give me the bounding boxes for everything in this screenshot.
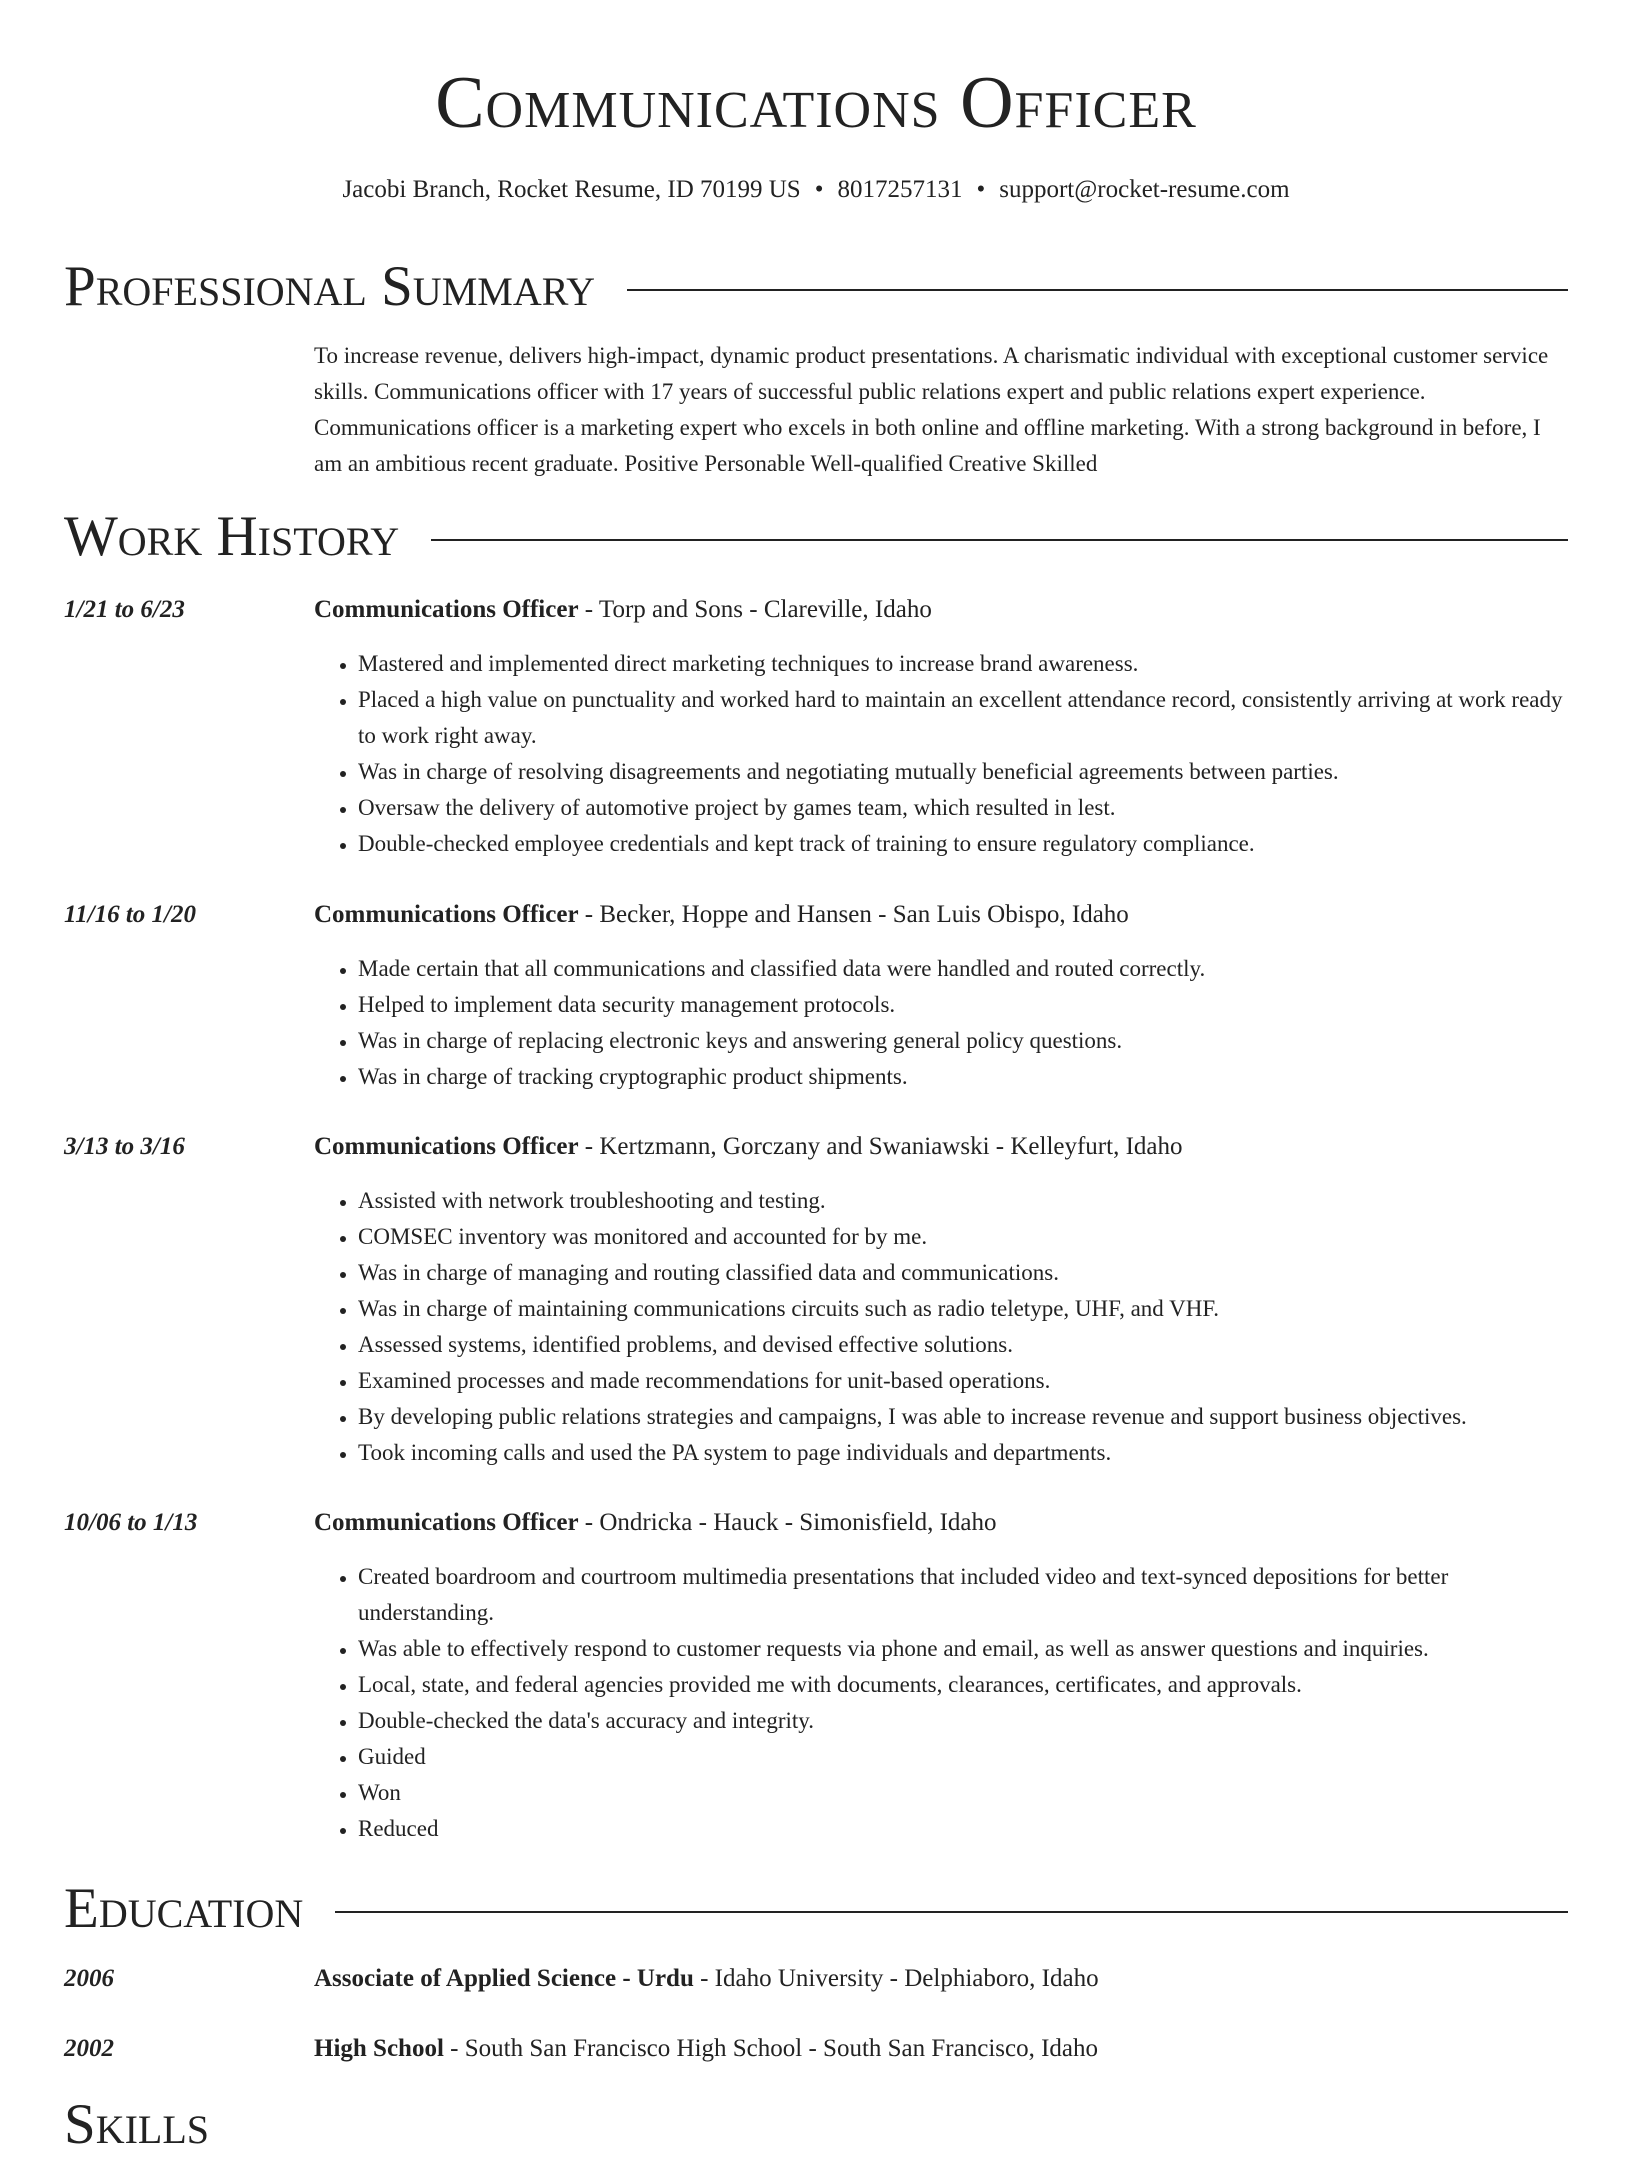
job-employer: - Becker, Hoppe and Hansen - San Luis Obispo, Idaho: [578, 901, 1129, 928]
job-bullets: [314, 1183, 1568, 1471]
summary-text: To increase revenue, delivers high-impact, dynamic product presentations. A charismatic individual with exceptional customer service skills. Communications officer with 17 years of successful public relations expert and public relations expert experience. Communications officer is a marketing expert who excels in both online and offline marketing. With a strong background in before, I am an ambitious recent graduate. Positive Personable Well-qualified Creative Skilled: [314, 343, 1549, 476]
job-employer: - Ondricka - Hauck - Simonisfield, Idaho: [578, 1509, 997, 1536]
job-bullet: • Made certain that all communications and classified data were handled and routed correctly.: [358, 951, 1568, 987]
education-entry: [314, 1961, 1568, 1997]
job-title: Communications Officer: [314, 1509, 579, 1536]
job-bullet: • Reduced: [358, 1811, 1568, 1847]
job-bullets: [314, 951, 1568, 1095]
contact-separator: •: [976, 176, 986, 203]
education-date: 2006: [64, 1965, 114, 1992]
job-bullet: • Examined processes and made recommendations for unit-based operations.: [358, 1363, 1568, 1399]
job-bullet: • Was able to effectively respond to customer requests via phone and email, as well as answer questions and inquiries.: [358, 1631, 1568, 1667]
job-heading: [314, 1505, 1568, 1541]
job-bullet: • Was in charge of tracking cryptographic product shipments.: [358, 1059, 1568, 1095]
job-bullet: • Double-checked employee credentials and kept track of training to ensure regulatory compliance.: [358, 826, 1568, 862]
job-bullet: • By developing public relations strategies and campaigns, I was able to increase revenue and support business objectives.: [358, 1399, 1568, 1435]
job-bullet: • Guided: [358, 1739, 1568, 1775]
section-divider: [431, 539, 1568, 541]
section-divider: [627, 289, 1568, 291]
next-section-heading: Skills: [64, 2093, 210, 2156]
job-bullets: [314, 646, 1568, 862]
contact-line: [0, 172, 1632, 208]
job-bullet: • Local, state, and federal agencies provided me with documents, clearances, certificates, and approvals.: [358, 1667, 1568, 1703]
job-date: 3/13 to 3/16: [64, 1133, 185, 1160]
job-heading: [314, 897, 1568, 933]
candidate-name: Communications Officer: [435, 62, 1197, 144]
section-divider: [335, 1911, 1568, 1913]
job-date: 11/16 to 1/20: [64, 901, 196, 928]
job-bullet: • Placed a high value on punctuality and worked hard to maintain an excellent attendance record, consistently arriving at work ready to work right away.: [358, 682, 1568, 754]
job-bullets: [314, 1559, 1568, 1847]
job-bullet: • Mastered and implemented direct marketing techniques to increase brand awareness.: [358, 646, 1568, 682]
job-title: Communications Officer: [314, 901, 579, 928]
job-bullet: • Helped to implement data security management protocols.: [358, 987, 1568, 1023]
education-degree: Associate of Applied Science - Urdu: [314, 1965, 694, 1992]
work-section-header: [64, 502, 1568, 572]
education-degree: High School: [314, 2035, 444, 2062]
job-bullet: • Double-checked the data's accuracy and integrity.: [358, 1703, 1568, 1739]
job-bullet: • Assisted with network troubleshooting and testing.: [358, 1183, 1568, 1219]
job-bullet: • Took incoming calls and used the PA system to page individuals and departments.: [358, 1435, 1568, 1471]
contact-address: Jacobi Branch, Rocket Resume, ID 70199 US: [342, 176, 801, 203]
contact-separator: •: [814, 176, 824, 203]
work-heading: Work History: [64, 505, 400, 568]
summary-heading: Professional Summary: [64, 255, 596, 318]
job-date: 1/21 to 6/23: [64, 596, 185, 623]
education-date: 2002: [64, 2035, 114, 2062]
contact-phone: 8017257131: [837, 176, 963, 203]
education-school: - Idaho University - Delphiaboro, Idaho: [693, 1965, 1099, 1992]
job-employer: - Torp and Sons - Clareville, Idaho: [578, 596, 932, 623]
job-bullet: • Was in charge of replacing electronic keys and answering general policy questions.: [358, 1023, 1568, 1059]
job-date: 10/06 to 1/13: [64, 1509, 198, 1536]
job-bullet: • Won: [358, 1775, 1568, 1811]
summary-section-header: [64, 252, 1568, 322]
job-bullet: • Created boardroom and courtroom multimedia presentations that included video and text-synced depositions for better understanding.: [358, 1559, 1568, 1631]
job-bullet: • Was in charge of resolving disagreements and negotiating mutually beneficial agreements between parties.: [358, 754, 1568, 790]
job-bullet: • COMSEC inventory was monitored and accounted for by me.: [358, 1219, 1568, 1255]
job-title: Communications Officer: [314, 596, 579, 623]
job-employer: - Kertzmann, Gorczany and Swaniawski - Kelleyfurt, Idaho: [578, 1133, 1183, 1160]
contact-email[interactable]: support@rocket-resume.com: [999, 176, 1290, 203]
education-school: - South San Francisco High School - South San Francisco, Idaho: [443, 2035, 1099, 2062]
job-bullet: • Oversaw the delivery of automotive project by games team, which resulted in lest.: [358, 790, 1568, 826]
job-bullet: • Was in charge of maintaining communications circuits such as radio teletype, UHF, and VHF.: [358, 1291, 1568, 1327]
education-section-header: [64, 1874, 1568, 1944]
education-heading: Education: [64, 1877, 304, 1940]
education-entry: [314, 2031, 1568, 2067]
job-title: Communications Officer: [314, 1133, 579, 1160]
job-heading: [314, 1129, 1568, 1165]
job-heading: [314, 592, 1568, 628]
job-bullet: • Was in charge of managing and routing classified data and communications.: [358, 1255, 1568, 1291]
job-bullet: • Assessed systems, identified problems, and devised effective solutions.: [358, 1327, 1568, 1363]
